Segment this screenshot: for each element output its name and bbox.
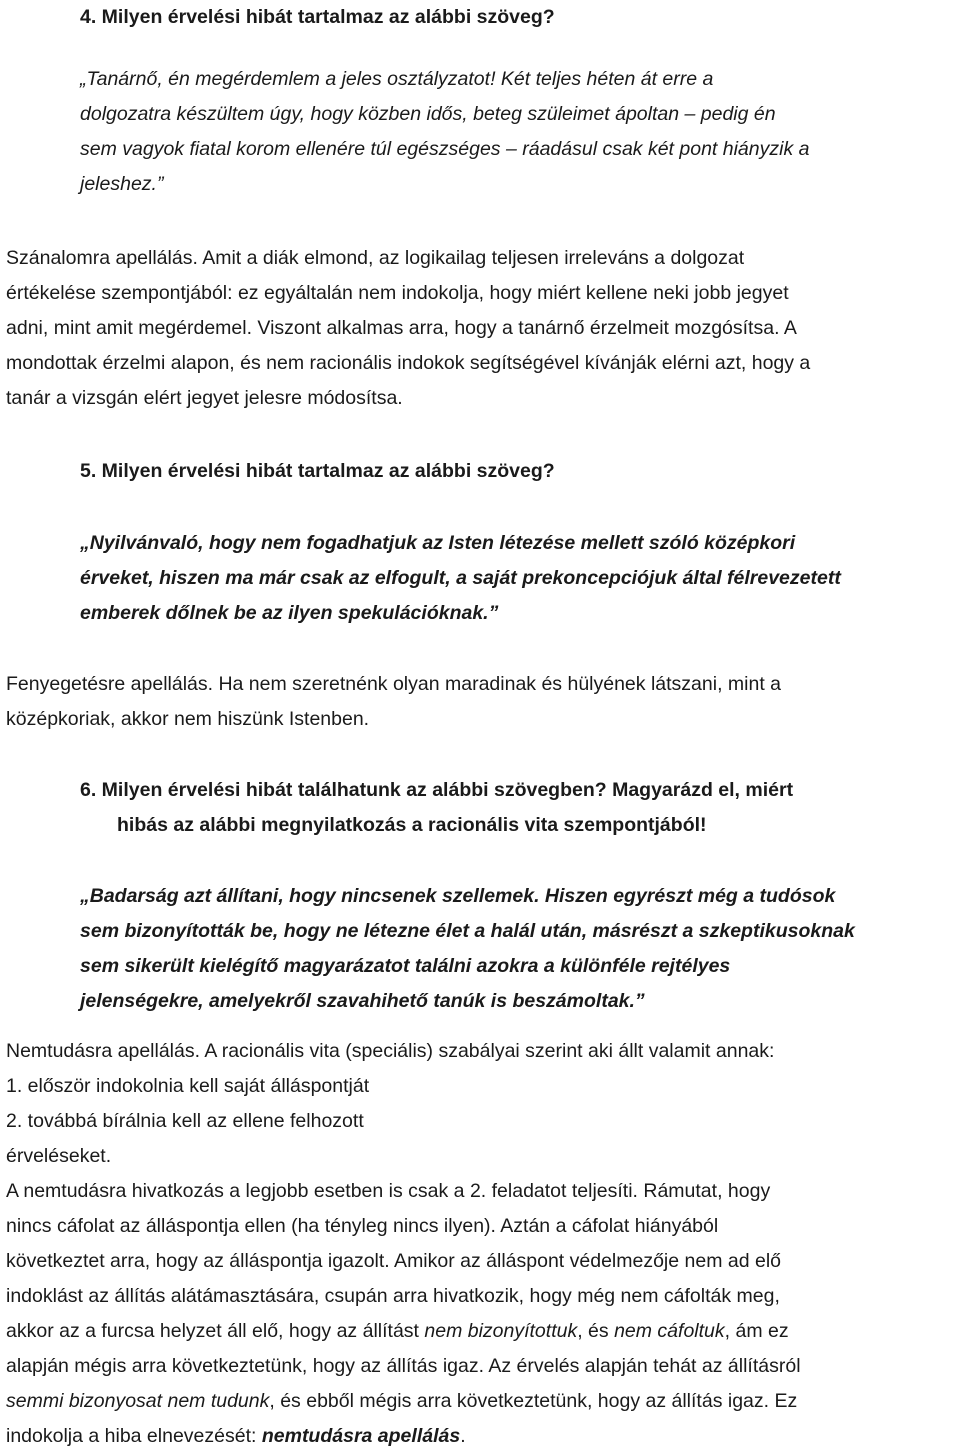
- text-run: , és ebből mégis arra következtetünk, hogy az állítás igaz. Ez: [269, 1390, 798, 1412]
- question-6-heading: [80, 773, 940, 843]
- question-5-heading: 5. Milyen érvelési hibát tartalmaz az alábbi szöveg?: [80, 460, 555, 482]
- question-5-quote: [80, 526, 954, 631]
- answer-line: értékelése szempontjából: ez egyáltalán nem indokolja, hogy miért kellene neki jobb jegyet: [6, 282, 789, 304]
- question-4-heading: 4. Milyen érvelési hibát tartalmaz az alábbi szöveg?: [80, 6, 555, 28]
- answer-line: tanár a vizsgán elért jegyet jelesre módosítsa.: [6, 387, 403, 409]
- quote-line: „Nyilvánvaló, hogy nem fogadhatjuk az Isten létezése mellett szóló középkori: [80, 532, 796, 554]
- text-run: .: [460, 1425, 466, 1447]
- quote-line: sem vagyok fiatal korom ellenére túl egészséges – ráadásul csak két pont hiányzik a: [80, 138, 810, 160]
- quote-line: jelenségekre, amelyekről szavahihető tanúk is beszámoltak.”: [80, 990, 645, 1012]
- answer-line: 1. először indokolnia kell saját álláspontját: [6, 1075, 370, 1097]
- answer-line: következtet arra, hogy az álláspontja igazolt. Amikor az álláspont védelmezője nem ad elő: [6, 1250, 782, 1272]
- answer-line: [6, 1384, 954, 1419]
- question-4-quote: [80, 62, 954, 202]
- question-6-quote: [80, 879, 954, 1019]
- question-6-answer: [6, 1034, 954, 1454]
- answer-line: érveléseket.: [6, 1145, 112, 1167]
- quote-line: emberek dőlnek be az ilyen spekulációknak.”: [80, 602, 499, 624]
- answer-line: Fenyegetésre apellálás. Ha nem szeretnénk olyan maradinak és hülyének látszani, mint a: [6, 673, 782, 695]
- quote-line: sem sikerült kielégítő magyarázatot találni azokra a különféle rejtélyes: [80, 955, 731, 977]
- answer-line: középkoriak, akkor nem hiszünk Istenben.: [6, 708, 370, 730]
- question-5-answer: [6, 667, 954, 737]
- quote-line: érveket, hiszen ma már csak az elfogult, a saját prekoncepciójuk által félrevezetett: [80, 567, 841, 589]
- answer-line: nincs cáfolat az álláspontja ellen (ha tényleg nincs ilyen). Aztán a cáfolat hiányából: [6, 1215, 719, 1237]
- bold-italic-run: nemtudásra apellálás: [261, 1425, 461, 1447]
- heading-line: 6. Milyen érvelési hibát találhatunk az alábbi szövegben? Magyarázd el, miért: [80, 779, 794, 801]
- italic-run: semmi bizonyosat nem tudunk: [6, 1390, 270, 1412]
- quote-line: jeleshez.”: [80, 173, 164, 195]
- answer-line: [6, 1419, 954, 1454]
- answer-line: alapján mégis arra következtetünk, hogy az állítás igaz. Az érvelés alapján tehát az állításról: [6, 1355, 801, 1377]
- quote-line: „Tanárnő, én megérdemlem a jeles osztályzatot! Két teljes héten át erre a: [80, 68, 714, 90]
- answer-line: 2. továbbá bírálnia kell az ellene felhozott: [6, 1110, 364, 1132]
- quote-line: dolgozatra készültem úgy, hogy közben idős, beteg szüleimet ápoltan – pedig én: [80, 103, 776, 125]
- text-run: , ám ez: [724, 1320, 789, 1342]
- text-run: indokolja a hiba elnevezését:: [6, 1425, 262, 1447]
- quote-line: „Badarság azt állítani, hogy nincsenek szellemek. Hiszen egyrészt még a tudósok: [80, 885, 836, 907]
- italic-run: nem bizonyítottuk: [424, 1320, 578, 1342]
- answer-line: A nemtudásra hivatkozás a legjobb esetben is csak a 2. feladatot teljesíti. Rámutat, hogy: [6, 1180, 771, 1202]
- answer-line: [6, 1314, 954, 1349]
- heading-line: hibás az alábbi megnyilatkozás a racionális vita szempontjából!: [117, 814, 707, 836]
- question-4-answer: [6, 241, 954, 416]
- answer-line: indoklást az állítás alátámasztására, csupán arra hivatkozik, hogy még nem cáfolták meg,: [6, 1285, 780, 1307]
- answer-line: mondottak érzelmi alapon, és nem racionális indokok segítségével kívánják elérni azt, hogy a: [6, 352, 811, 374]
- quote-line: sem bizonyították be, hogy ne létezne élet a halál után, másrészt a szkeptikusoknak: [80, 920, 855, 942]
- answer-line: Szánalomra apellálás. Amit a diák elmond, az logikailag teljesen irreleváns a dolgozat: [6, 247, 745, 269]
- answer-line: Nemtudásra apellálás. A racionális vita (speciális) szabályai szerint aki állt valamit annak:: [6, 1040, 775, 1062]
- italic-run: nem cáfoltuk: [614, 1320, 725, 1342]
- answer-line: adni, mint amit megérdemel. Viszont alkalmas arra, hogy a tanárnő érzelmeit mozgósítsa. A: [6, 317, 797, 339]
- text-run: akkor az a furcsa helyzet áll elő, hogy az állítást: [6, 1320, 425, 1342]
- text-run: , és: [577, 1320, 615, 1342]
